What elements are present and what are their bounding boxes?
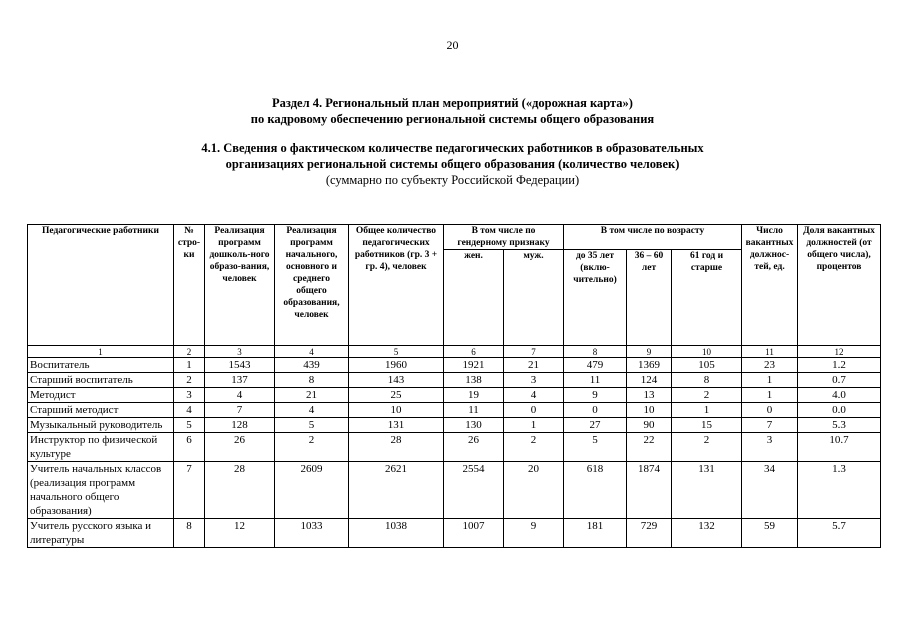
section-heading-line-1: Раздел 4. Региональный план мероприятий («дорожная карта») xyxy=(272,96,633,110)
cell-general-edu-count: 4 xyxy=(275,403,349,418)
cell-preschool-count: 26 xyxy=(205,433,275,462)
cell-total-count: 2621 xyxy=(349,462,444,519)
cell-staff-name: Старший воспитатель xyxy=(28,373,174,388)
header-preschool: Реализация программ дошколь-ного образо-вания, человек xyxy=(205,225,275,346)
cell-vacancies-count: 0 xyxy=(742,403,798,418)
cell-age-36-60-count: 10 xyxy=(627,403,672,418)
page-number: 20 xyxy=(446,38,459,52)
column-number: 3 xyxy=(205,346,275,358)
cell-total-count: 1038 xyxy=(349,519,444,548)
cell-male-count: 1 xyxy=(504,418,564,433)
cell-age-61-plus-count: 131 xyxy=(672,462,742,519)
subsection-heading-line-1: 4.1. Сведения о фактическом количестве педагогических работников в образовательных xyxy=(201,141,704,155)
cell-vacancies-count: 23 xyxy=(742,358,798,373)
cell-general-edu-count: 1033 xyxy=(275,519,349,548)
cell-preschool-count: 28 xyxy=(205,462,275,519)
cell-age-36-60-count: 729 xyxy=(627,519,672,548)
cell-total-count: 131 xyxy=(349,418,444,433)
cell-vacancy-share: 0.0 xyxy=(798,403,881,418)
cell-age-under-35-count: 0 xyxy=(564,403,627,418)
cell-staff-name: Воспитатель xyxy=(28,358,174,373)
column-number: 11 xyxy=(742,346,798,358)
cell-general-edu-count: 5 xyxy=(275,418,349,433)
cell-vacancy-share: 1.3 xyxy=(798,462,881,519)
section-heading xyxy=(0,95,905,127)
header-vacancy-share: Доля вакантных должностей (от общего числа), процентов xyxy=(798,225,881,346)
cell-male-count: 2 xyxy=(504,433,564,462)
subsection-heading xyxy=(0,140,905,172)
column-number: 5 xyxy=(349,346,444,358)
cell-age-under-35-count: 11 xyxy=(564,373,627,388)
cell-vacancy-share: 1.2 xyxy=(798,358,881,373)
table-row xyxy=(28,403,881,418)
cell-staff-name: Учитель начальных классов (реализация программ начального общего образования) xyxy=(28,462,174,519)
cell-female-count: 130 xyxy=(444,418,504,433)
header-age-group: В том числе по возрасту xyxy=(564,225,742,250)
cell-age-61-plus-count: 1 xyxy=(672,403,742,418)
cell-preschool-count: 4 xyxy=(205,388,275,403)
cell-preschool-count: 137 xyxy=(205,373,275,388)
column-number: 2 xyxy=(174,346,205,358)
cell-male-count: 3 xyxy=(504,373,564,388)
header-total: Общее количество педагогических работников (гр. 3 + гр. 4), человек xyxy=(349,225,444,346)
header-age-61-plus: 61 год и старше xyxy=(672,250,742,346)
cell-row-number: 7 xyxy=(174,462,205,519)
cell-female-count: 26 xyxy=(444,433,504,462)
cell-staff-name: Музыкальный руководитель xyxy=(28,418,174,433)
cell-vacancies-count: 34 xyxy=(742,462,798,519)
cell-age-61-plus-count: 8 xyxy=(672,373,742,388)
cell-general-edu-count: 8 xyxy=(275,373,349,388)
cell-vacancies-count: 59 xyxy=(742,519,798,548)
cell-age-36-60-count: 13 xyxy=(627,388,672,403)
cell-preschool-count: 7 xyxy=(205,403,275,418)
cell-age-under-35-count: 479 xyxy=(564,358,627,373)
column-number: 4 xyxy=(275,346,349,358)
column-number: 6 xyxy=(444,346,504,358)
cell-female-count: 1007 xyxy=(444,519,504,548)
column-number: 10 xyxy=(672,346,742,358)
cell-age-under-35-count: 181 xyxy=(564,519,627,548)
cell-age-36-60-count: 1369 xyxy=(627,358,672,373)
table-row xyxy=(28,462,881,519)
cell-general-edu-count: 21 xyxy=(275,388,349,403)
cell-total-count: 143 xyxy=(349,373,444,388)
cell-row-number: 2 xyxy=(174,373,205,388)
column-number: 7 xyxy=(504,346,564,358)
cell-age-under-35-count: 9 xyxy=(564,388,627,403)
cell-row-number: 8 xyxy=(174,519,205,548)
header-age-under-35: до 35 лет (вклю-чительно) xyxy=(564,250,627,346)
cell-row-number: 4 xyxy=(174,403,205,418)
column-number: 9 xyxy=(627,346,672,358)
cell-male-count: 21 xyxy=(504,358,564,373)
cell-age-36-60-count: 90 xyxy=(627,418,672,433)
cell-vacancy-share: 5.3 xyxy=(798,418,881,433)
cell-age-36-60-count: 1874 xyxy=(627,462,672,519)
cell-female-count: 1921 xyxy=(444,358,504,373)
cell-vacancy-share: 5.7 xyxy=(798,519,881,548)
cell-staff-name: Методист xyxy=(28,388,174,403)
cell-total-count: 25 xyxy=(349,388,444,403)
cell-vacancies-count: 7 xyxy=(742,418,798,433)
cell-staff-name: Учитель русского языка и литературы xyxy=(28,519,174,548)
cell-general-edu-count: 439 xyxy=(275,358,349,373)
cell-vacancy-share: 4.0 xyxy=(798,388,881,403)
cell-staff-name: Инструктор по физической культуре xyxy=(28,433,174,462)
cell-preschool-count: 1543 xyxy=(205,358,275,373)
cell-female-count: 19 xyxy=(444,388,504,403)
cell-vacancies-count: 1 xyxy=(742,388,798,403)
table-row xyxy=(28,358,881,373)
column-number: 8 xyxy=(564,346,627,358)
cell-total-count: 1960 xyxy=(349,358,444,373)
header-staff: Педагогические работники xyxy=(28,225,174,346)
cell-general-edu-count: 2 xyxy=(275,433,349,462)
table-row xyxy=(28,418,881,433)
cell-age-61-plus-count: 2 xyxy=(672,388,742,403)
cell-female-count: 138 xyxy=(444,373,504,388)
header-female: жен. xyxy=(444,250,504,346)
cell-row-number: 6 xyxy=(174,433,205,462)
header-gender-group: В том числе по гендерному признаку xyxy=(444,225,564,250)
cell-male-count: 4 xyxy=(504,388,564,403)
cell-staff-name: Старший методист xyxy=(28,403,174,418)
staff-table xyxy=(27,224,881,548)
header-row-no: № стро-ки xyxy=(174,225,205,346)
cell-age-under-35-count: 618 xyxy=(564,462,627,519)
cell-age-61-plus-count: 15 xyxy=(672,418,742,433)
cell-age-61-plus-count: 132 xyxy=(672,519,742,548)
cell-vacancy-share: 10.7 xyxy=(798,433,881,462)
header-vacancies: Число вакантных должнос-тей, ед. xyxy=(742,225,798,346)
cell-preschool-count: 12 xyxy=(205,519,275,548)
cell-vacancies-count: 3 xyxy=(742,433,798,462)
cell-age-61-plus-count: 105 xyxy=(672,358,742,373)
cell-vacancy-share: 0.7 xyxy=(798,373,881,388)
cell-age-under-35-count: 27 xyxy=(564,418,627,433)
table-header xyxy=(28,225,881,358)
subsection-heading-line-2: организациях региональной системы общего образования (количество человек) xyxy=(225,157,680,171)
header-general-edu: Реализация программ начального, основного и среднего общего образования, человек xyxy=(275,225,349,346)
table-row xyxy=(28,373,881,388)
column-numbers-row xyxy=(28,346,881,358)
column-number: 12 xyxy=(798,346,881,358)
cell-preschool-count: 128 xyxy=(205,418,275,433)
table-body xyxy=(28,358,881,548)
header-male: муж. xyxy=(504,250,564,346)
cell-age-61-plus-count: 2 xyxy=(672,433,742,462)
cell-row-number: 1 xyxy=(174,358,205,373)
table-row xyxy=(28,519,881,548)
section-heading-line-2: по кадровому обеспечению региональной системы общего образования xyxy=(250,112,655,126)
cell-male-count: 20 xyxy=(504,462,564,519)
cell-female-count: 2554 xyxy=(444,462,504,519)
cell-age-under-35-count: 5 xyxy=(564,433,627,462)
cell-female-count: 11 xyxy=(444,403,504,418)
table-row xyxy=(28,433,881,462)
cell-row-number: 3 xyxy=(174,388,205,403)
cell-general-edu-count: 2609 xyxy=(275,462,349,519)
cell-total-count: 10 xyxy=(349,403,444,418)
cell-male-count: 9 xyxy=(504,519,564,548)
cell-age-36-60-count: 22 xyxy=(627,433,672,462)
cell-age-36-60-count: 124 xyxy=(627,373,672,388)
subsection-note: (суммарно по субъекту Российской Федерации) xyxy=(325,173,580,187)
cell-total-count: 28 xyxy=(349,433,444,462)
table-row xyxy=(28,388,881,403)
cell-male-count: 0 xyxy=(504,403,564,418)
cell-row-number: 5 xyxy=(174,418,205,433)
column-number: 1 xyxy=(28,346,174,358)
header-age-36-60: 36 – 60 лет xyxy=(627,250,672,346)
cell-vacancies-count: 1 xyxy=(742,373,798,388)
